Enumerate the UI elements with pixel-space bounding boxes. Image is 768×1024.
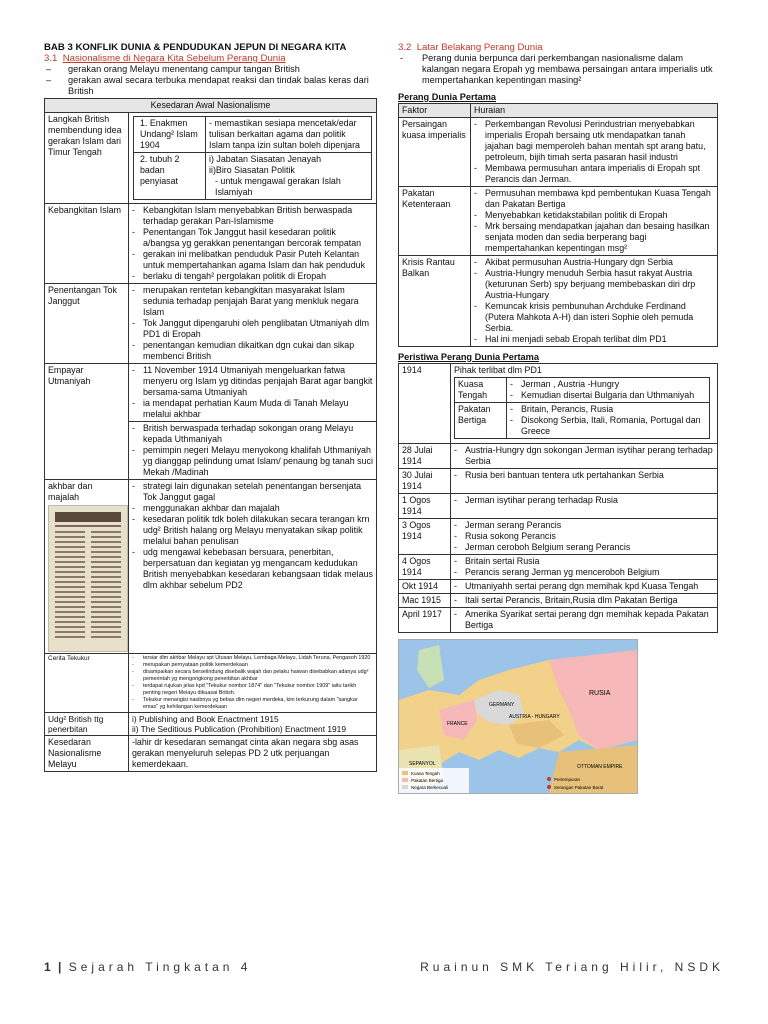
pd1-title: Perang Dunia Pertama xyxy=(398,91,497,102)
row-label: Langkah British membendung idea gerakan Islam dari Timur Tengah xyxy=(45,112,129,203)
map-label: OTTOMAN EMPIRE xyxy=(577,763,623,770)
bullet-item: - British berwaspada terhadap sokongan orang Melayu kepada Uthmaniyah xyxy=(132,422,354,444)
bullet-item: - Disokong Serbia, Itali, Romania, Portugal dan Greece xyxy=(510,414,701,436)
event-date: 28 Julai 1914 xyxy=(399,443,451,468)
event-date: 1 Ogos 1914 xyxy=(399,493,451,518)
row-points xyxy=(129,421,377,479)
intro-text: Perang dunia berpunca dari perkembangan nasionalisme dalam kalangan negara Eropah yg membawa persaingan antara imperialis utk mempertahankan kepentingan masing² xyxy=(422,53,713,86)
event-points xyxy=(451,554,718,579)
event-points xyxy=(451,443,718,468)
row-points xyxy=(129,479,377,653)
factor-points xyxy=(471,255,718,346)
map-label: GERMANY xyxy=(489,701,515,708)
pihak-title: Pihak terlibat dlm PD1 xyxy=(454,364,542,375)
event-date: April 1917 xyxy=(399,607,451,632)
table-row xyxy=(399,493,718,518)
events-table xyxy=(398,363,718,633)
right-column xyxy=(398,42,718,794)
event-date: Okt 1914 xyxy=(399,579,451,593)
row-label: Kebangkitan Islam xyxy=(45,203,129,283)
factor-header: Faktor xyxy=(399,103,471,117)
table-row xyxy=(399,593,718,607)
bullet-item: - Tok Janggut dipengaruhi oleh penglibatan Utmaniyah dlm PD1 di Eropah xyxy=(132,317,369,339)
europe-map xyxy=(398,639,638,794)
event-points xyxy=(451,468,718,493)
row-text: -lahir dr kesedaran semangat cinta akan negara sbg asas gerakan menyeluruh selepas PD 2 utk perjuangan kemerdekaan. xyxy=(129,735,377,771)
factors-table xyxy=(398,103,718,347)
bullet-item: - Kemudian disertai Bulgaria dan Uthmaniyah xyxy=(510,389,695,400)
bullet-item: - strategi lain digunakan setelah penentangan bersenjata Tok Janggut gagal xyxy=(132,480,362,502)
nationalism-table xyxy=(44,98,377,772)
right-intro: - Perang dunia berpunca dari perkembangan nasionalisme dalam kalangan negara Eropah yg membawa persaingan antara imperialis utk mempertahankan kepentingan masing² xyxy=(398,53,718,87)
event-points xyxy=(451,607,718,632)
event-points xyxy=(451,493,718,518)
page-number: 1 xyxy=(44,960,53,974)
map-label: FRANCE xyxy=(447,720,468,727)
newspaper-graphic xyxy=(49,506,127,651)
factor-name: Pakatan Ketenteraan xyxy=(399,186,471,255)
row-label: Penentangan Tok Janggut xyxy=(45,283,129,363)
table-row xyxy=(399,186,718,255)
table-row xyxy=(399,363,718,443)
footer-author: Ruainun SMK Teriang Hilir, NSDK xyxy=(420,960,724,974)
section-title: Latar Belakang Perang Dunia xyxy=(416,42,543,53)
legend-item: Kuasa Tengah xyxy=(411,770,440,776)
bullet-item: - pemimpin negeri Melayu menyokong khalifah Uthmaniyah yg dianggap pelindung umat Islam/ penaung bg tanah suci Mekah /Madinah xyxy=(132,444,373,477)
table-row xyxy=(45,363,377,421)
table-row xyxy=(399,607,718,632)
bullet-item: - gerakan ini melibatkan penduduk Pasir Puteh Kelantan untuk mempertahankan agama Islam dan hak penduduk xyxy=(132,248,366,270)
bullet-item: - Jerman ceroboh Belgium serang Perancis xyxy=(454,541,631,552)
europe-map-graphic xyxy=(399,640,637,793)
table-row xyxy=(399,518,718,554)
enactment-item: i) Publishing and Book Enactment 1915 xyxy=(132,713,279,724)
row-label: Kesedaran Nasionalisme Melayu xyxy=(45,735,129,771)
bullet-item: - Menyebabkan ketidakstabilan politik di Eropah xyxy=(474,209,668,220)
bullet-item: - udg mengawal kebebasan bersuara, penerbitan, berpersatuan dan kegiatan yg mengancam kedudukan British menyebabkan kesedaran kebangsaan tidak melaus dlm akhbar sebelum PD2 xyxy=(132,546,373,590)
bullet-item: - merupakan rentetan kebangkitan masyarakat Islam sedunia terhadap penjajah Barat yang menkluk negara Islam xyxy=(132,284,359,317)
bullet-item: - Jerman , Austria -Hungry xyxy=(510,378,620,389)
row-points xyxy=(129,283,377,363)
section-title: Nasionalisme di Negara Kita Sebelum Perang Dunia xyxy=(62,53,286,64)
bullet-item: - Britain sertai Rusia xyxy=(454,555,540,566)
event-date: 3 Ogos 1914 xyxy=(399,518,451,554)
peristiwa-title: Peristiwa Perang Dunia Pertama xyxy=(398,351,539,362)
bullet-item: - Austria-Hungry menuduh Serbia hasut rakyat Austria (keturunan Serb) spy berjuang membebaskan diri drp Austria-Hungary xyxy=(474,267,696,300)
row-points xyxy=(129,653,377,712)
bullet-item: - Permusuhan membawa kpd pembentukan Kuasa Tengah dan Pakatan Bertiga xyxy=(474,187,711,209)
row-label: Udg² British ttg penerbitan xyxy=(45,712,129,735)
intro-list xyxy=(44,64,377,98)
tubuh-label: 2. tubuh 2 badan penyiasat xyxy=(134,152,206,199)
row-label: akhbar dan majalah xyxy=(48,480,93,502)
desc-header: Huraian xyxy=(471,103,718,117)
bullet-item: - Membawa permusuhan antara imperialis di Eropah spt Perancis dan Jerman. xyxy=(474,162,701,184)
tubuh-item: ii)Biro Siasatan Politik xyxy=(209,164,295,175)
bullet-item: - Hal ini menjadi sebab Eropah terlibat dlm PD1 xyxy=(474,333,667,344)
enakmen-label: 1. Enakmen Undang² Islam 1904 xyxy=(134,116,206,152)
left-column xyxy=(44,42,377,772)
map-label: AUSTRIA - HUNGARY xyxy=(509,713,560,720)
map-label: RUSIA xyxy=(589,689,611,697)
tubuh-item: - untuk mengawal gerakan Islah Islamiyah xyxy=(215,175,341,197)
bullet-item: - 11 November 1914 Utmaniyah mengeluarkan fatwa menyeru org Islam yg ditindas penjajah Barat agar bangkit bersama-sama Utmaniyah xyxy=(132,364,373,397)
party-points xyxy=(507,377,710,402)
table-row xyxy=(399,468,718,493)
map-label: SEPANYOL xyxy=(409,760,436,767)
bullet-item: - ia mendapat perhatian Kaum Muda di Tanah Melayu melalui akhbar xyxy=(132,397,349,419)
party-label: Kuasa Tengah xyxy=(455,377,507,402)
bullet-item: - Kemuncak krisis pembunuhan Archduke Ferdinand (Putera Mahkota A-H) dan isteri Sophie oleh pemuda Serbia. xyxy=(474,300,694,333)
table-row xyxy=(399,554,718,579)
bullet-item: - Akibat permusuhan Austria-Hungary dgn Serbia xyxy=(474,256,673,267)
bullet-item: - Itali sertai Perancis, Britain,Rusia dlm Pakatan Bertiga xyxy=(454,594,678,605)
enactment-item: ii) The Seditious Publication (Prohibition) Enactment 1919 xyxy=(132,723,346,734)
table-row xyxy=(45,112,377,203)
table-row xyxy=(399,255,718,346)
bullet-item: - Penentangan Tok Janggut hasil kesedaran politik a/bangsa yg gerakkan penentangan bercorak tempatan xyxy=(132,226,362,248)
bullet-item: - Jerman isytihar perang terhadap Rusia xyxy=(454,494,618,505)
bullet-item: - Britain, Perancis, Rusia xyxy=(510,403,614,414)
table-row xyxy=(45,735,377,771)
bullet-item: - Mrk bersaing mendapatkan jajahan dan besaing hasilkan senjata moden dan sedia berperang bagi mempertahankan kepentingan msg² xyxy=(474,220,710,253)
legend-item: Pakatan Bertiga xyxy=(411,777,444,783)
tubuh-item: i) Jabatan Siasatan Jenayah xyxy=(209,153,321,164)
table-row xyxy=(399,579,718,593)
table-row xyxy=(45,479,377,653)
bullet-item: - Perancis serang Jerman yg menceroboh Belgium xyxy=(454,566,660,577)
bullet-item: - penentangan kemudian dikaitkan dgn cukai dan sikap membenci British xyxy=(132,339,355,361)
event-date: 1914 xyxy=(399,363,451,443)
row-points xyxy=(129,363,377,421)
chapter-title: BAB 3 KONFLIK DUNIA & PENDUDUKAN JEPUN DI NEGARA KITA xyxy=(44,42,347,53)
bullet-item: - merupakan pernyataan politik kemerdekaan xyxy=(132,661,248,668)
bullet-item: - kesedaran politik tdk boleh dilakukan secara terangan krn udg² British halang org Melayu menyatakan sikap politik melalui bahan penulisan xyxy=(132,513,370,546)
intro-item: – gerakan orang Melayu menentang campur tangan British xyxy=(46,64,300,74)
section-heading-3-2 xyxy=(398,42,718,53)
bullet-item: - disampaikan secara berselindung disebalik wajah dan pelaku haiwan disebabkan adanya udg² pemerintah yg mengongkong penerbitan akhbar xyxy=(132,668,369,682)
table-row xyxy=(45,653,377,712)
row-points xyxy=(129,203,377,283)
section-heading-3-1 xyxy=(44,53,377,64)
event-date: 4 Ogos 1914 xyxy=(399,554,451,579)
bullet-item: - Utmaniyahh sertai perang dgn memihak kpd Kuasa Tengah xyxy=(454,580,699,591)
table-row xyxy=(399,117,718,186)
event-points xyxy=(451,579,718,593)
table-row xyxy=(399,443,718,468)
table-row xyxy=(45,712,377,735)
legend-item: Serangan Pakatan Barat xyxy=(554,784,604,790)
bullet-item: - Kebangkitan Islam menyebabkan British berwaspada terhadap gerakan Pan-Islamisme xyxy=(132,204,353,226)
event-date: 30 Julai 1914 xyxy=(399,468,451,493)
footer-subject: Sejarah Tingkatan 4 xyxy=(68,960,252,974)
table-row xyxy=(45,283,377,363)
bullet-item: - berlaku di tengah² pergolakan politik di Eropah xyxy=(132,270,327,281)
row-label: Empayar Utmaniyah xyxy=(45,363,129,479)
factor-name: Persaingan kuasa imperialis xyxy=(399,117,471,186)
bullet-item: - terdapat rujukan jelas kpd "Tekukur nombor 1874" dan "Tekukur nombor 1909" iaitu tarikh penting negeri Melayu dikuasai British. xyxy=(132,682,357,696)
bullet-item: - menggunakan akhbar dan majalah xyxy=(132,502,280,513)
newspaper-image xyxy=(48,505,128,652)
table-caption: Kesedaran Awal Nasionalisme xyxy=(45,98,377,112)
factor-name: Krisis Rantau Balkan xyxy=(399,255,471,346)
legend-item: Negara Berkecuali xyxy=(411,784,449,790)
page-footer: 1 | Sejarah Tingkatan 4 Ruainun SMK Teriang Hilir, NSDK xyxy=(44,960,724,974)
langkah-subtable xyxy=(133,116,372,200)
event-points xyxy=(451,518,718,554)
legend-item: Pertempuran xyxy=(554,776,581,782)
party-points xyxy=(507,402,710,438)
party-label: Pakatan Bertiga xyxy=(455,402,507,438)
bullet-item: - Perkembangan Revolusi Perindustrian menyebabkan imperialis Eropah bersaing utk mendapatkan tanah jajahan bagi memperoleh bahan mentah spt arang batu, petroleum, bijih timah serta pasaran hasil industri xyxy=(474,118,706,162)
bullet-item: - Tekukur menangisi nasibnya yg bebas dlm negeri merdeka, kini terkurung dalam "sangkar emas" yg kehilangan kemerdekaan xyxy=(132,696,358,710)
parties-subtable xyxy=(454,377,710,439)
row-label: Cerita Tekukur xyxy=(45,653,129,712)
bullet-item: - tersiar dlm akhbar Melayu spt Utusan Melayu, Lembaga Melayu, Lidah Teruna, Pengasoh 1920 xyxy=(132,654,371,661)
factor-points xyxy=(471,186,718,255)
event-points xyxy=(451,593,718,607)
enakmen-desc: - memastikan sesiapa mencetak/edar tulisan berkaitan agama dan politik Islam tanpa izin sultan boleh dipenjara xyxy=(206,116,372,152)
intro-item: – gerakan awal secara terbuka mendapat reaksi dan tindak balas keras dari British xyxy=(46,75,369,97)
table-row xyxy=(45,203,377,283)
bullet-item: - Rusia beri bantuan tentera utk pertahankan Serbia xyxy=(454,469,664,480)
bullet-item: - Jerman serang Perancis xyxy=(454,519,562,530)
bullet-item: - Rusia sokong Perancis xyxy=(454,530,556,541)
bullet-item: - Austria-Hungry dgn sokongan Jerman isytihar perang terhadap Serbia xyxy=(454,444,713,466)
section-number: 3.2 xyxy=(398,42,412,53)
section-number: 3.1 xyxy=(44,53,58,64)
event-date: Mac 1915 xyxy=(399,593,451,607)
factor-points xyxy=(471,117,718,186)
bullet-item: - Amerika Syarikat sertai perang dgn memihak kepada Pakatan Bertiga xyxy=(454,608,709,630)
